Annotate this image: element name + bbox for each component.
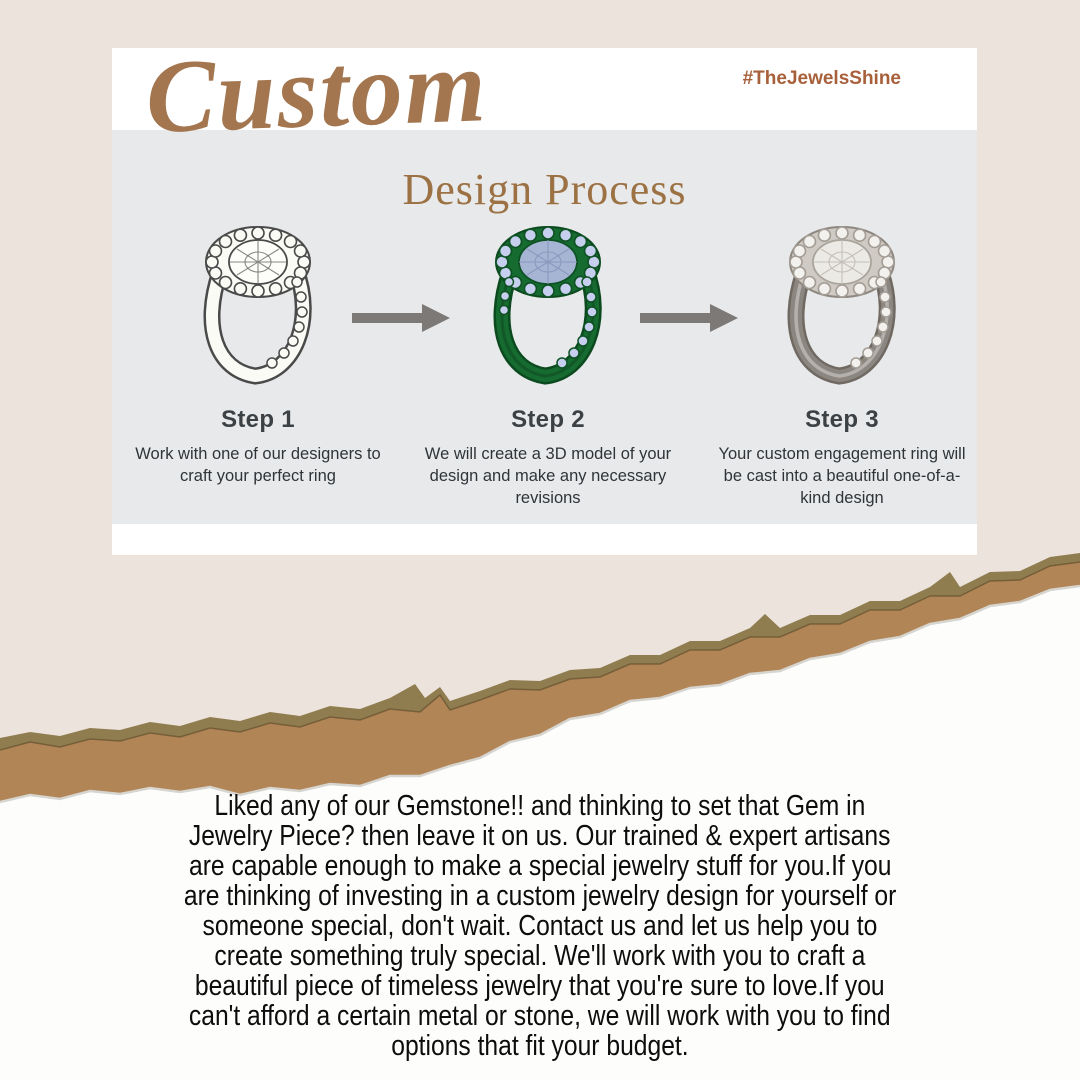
step-3-description: Your custom engagement ring will be cast into a beautiful one-of-a-kind design	[718, 445, 966, 507]
cast-metal-ring-icon	[777, 220, 907, 395]
arrow-right-icon	[640, 304, 738, 332]
bottom-paragraph	[0, 791, 1080, 1061]
paragraph-line: Liked any of our Gemstone!! and thinking to set that Gem in	[214, 790, 866, 822]
paragraph-line: someone special, don't wait. Contact us and let us help you to	[202, 910, 878, 942]
step-1-description: Work with one of our designers to craft your perfect ring	[135, 445, 381, 485]
title-script: Custom	[143, 28, 490, 155]
paragraph-line: can't afford a certain metal or stone, we will work with you to find	[189, 1000, 891, 1032]
step-2-block	[408, 406, 688, 509]
step-3-block	[702, 406, 982, 509]
step-2-label: Step 2	[511, 406, 585, 433]
paragraph-line: Jewelry Piece? then leave it on us. Our trained & expert artisans	[189, 820, 891, 852]
paragraph-line: create something truly special. We'll work with you to craft a	[214, 940, 866, 972]
step-2-description: We will create a 3D model of your design and make any necessary revisions	[424, 445, 672, 507]
paragraph-line: beautiful piece of timeless jewelry that you're sure to love.If you	[195, 970, 885, 1002]
green-3d-model-ring-icon	[483, 220, 613, 395]
arrow-shaft	[640, 313, 712, 323]
arrow-shaft	[352, 313, 424, 323]
arrow-right-icon	[352, 304, 450, 332]
paragraph-line: options that fit your budget.	[391, 1030, 689, 1062]
arrow-head	[422, 304, 450, 332]
design-process-card	[112, 28, 977, 555]
brand-hashtag: #TheJewelsShine	[742, 68, 901, 89]
step-1-block	[118, 406, 398, 488]
step-1-label: Step 1	[221, 406, 295, 433]
paragraph-line: are capable enough to make a special jewelry stuff for you.If you	[188, 850, 892, 882]
title-sub: Design Process	[402, 165, 687, 214]
paragraph-line: are thinking of investing in a custom jewelry design for yourself or	[183, 880, 897, 912]
arrow-head	[710, 304, 738, 332]
sketch-ring-icon	[193, 220, 323, 395]
step-3-label: Step 3	[805, 406, 879, 433]
